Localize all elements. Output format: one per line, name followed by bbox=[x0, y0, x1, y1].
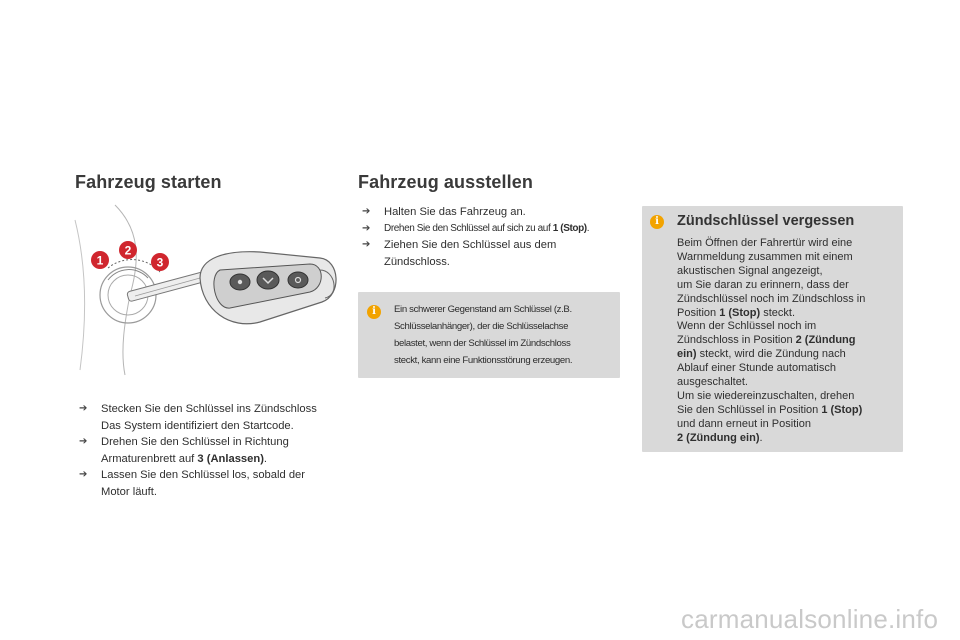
list-item: ➔ Drehen Sie den Schlüssel in Richtung Armaturenbrett auf 3 (Anlassen). bbox=[79, 436, 289, 465]
warning-line bbox=[677, 432, 899, 446]
warning-line-bold: 2 (Zündung ein) bbox=[677, 431, 760, 444]
warning-title: Zündschlüssel vergessen bbox=[677, 213, 855, 229]
warning-line bbox=[677, 362, 899, 376]
warning-line bbox=[677, 418, 899, 432]
ignition-key-illustration bbox=[70, 200, 360, 380]
warning-line-bold: ein) bbox=[677, 348, 697, 361]
warning-line bbox=[677, 237, 899, 251]
warning-line-text: Um sie wiedereinzuschalten, drehen bbox=[677, 389, 855, 402]
warning-line-text: Sie den Schlüssel in Position bbox=[677, 403, 822, 416]
warning-line bbox=[677, 390, 899, 404]
start-steps-list bbox=[79, 401, 359, 500]
warning-line-after: . bbox=[759, 431, 763, 444]
warning-line-text: Position bbox=[677, 306, 720, 319]
list-item: ➔ Lassen Sie den Schlüssel los, sobald der Motor läuft. bbox=[79, 469, 305, 498]
arrow-bullet-icon: ➔ bbox=[79, 436, 88, 447]
list-item: ➔ Drehen Sie den Schlüssel auf sich zu auf 1 (Stop). bbox=[362, 221, 642, 238]
warning-line-text: Ablauf einer Stunde automatisch bbox=[677, 362, 836, 375]
position-label-2: 2 bbox=[124, 243, 132, 258]
warning-line-text: Warnmeldung zusammen mit einem bbox=[677, 250, 853, 263]
note-box-heavy-key bbox=[358, 292, 620, 378]
list-item: ➔ Halten Sie das Fahrzeug an. bbox=[362, 204, 642, 221]
warning-line-after: steckt. bbox=[760, 306, 795, 319]
warning-line-text: ausgeschaltet. bbox=[677, 376, 748, 389]
warning-line-text: akustischen Signal angezeigt, bbox=[677, 264, 823, 277]
position-label-1: 1 bbox=[96, 253, 104, 268]
warning-line-text: Wenn der Schlüssel noch im bbox=[677, 320, 817, 333]
warning-line bbox=[677, 251, 899, 265]
arrow-bullet-icon: ➔ bbox=[79, 469, 88, 480]
warning-line-bold: 1 (Stop) bbox=[821, 403, 863, 416]
warning-line bbox=[677, 293, 899, 307]
info-icon: i bbox=[367, 305, 381, 319]
arrow-bullet-icon: ➔ bbox=[79, 403, 88, 414]
warning-body bbox=[677, 237, 899, 446]
list-item: ➔ Stecken Sie den Schlüssel ins Zündschloss Das System identifiziert den Startcode. bbox=[79, 403, 317, 432]
warning-line bbox=[677, 320, 899, 334]
position-marker-1 bbox=[91, 251, 109, 269]
warning-line-text: und dann erneut in Position bbox=[677, 417, 811, 430]
warning-line bbox=[677, 265, 899, 279]
arrow-bullet-icon: ➔ bbox=[362, 239, 371, 250]
arrow-bullet-icon: ➔ bbox=[362, 206, 371, 217]
section-title-stop: Fahrzeug ausstellen bbox=[358, 172, 533, 192]
warning-line-bold: 2 (Zündung bbox=[795, 334, 856, 347]
warning-line bbox=[677, 404, 899, 418]
position-label-3: 3 bbox=[156, 255, 164, 270]
warning-line bbox=[677, 307, 899, 321]
warning-line-text: Zündschlüssel noch im Zündschloss in bbox=[677, 292, 866, 305]
section-title-start: Fahrzeug starten bbox=[75, 172, 222, 192]
warning-line bbox=[677, 334, 899, 348]
position-marker-2 bbox=[119, 241, 137, 259]
warning-line bbox=[677, 279, 899, 293]
warning-line-text: um Sie daran zu erinnern, dass der bbox=[677, 278, 849, 291]
list-item: ➔ Ziehen Sie den Schlüssel aus dem Zündschloss. bbox=[362, 239, 557, 268]
note-text: Ein schwerer Gegenstand am Schlüssel (z.B. Schlüsselanhänger), der die Schlüsselachse belastet, wenn der Schlüssel im Zündschloss steckt, kann eine Funktionsstörung erzeugen. bbox=[394, 304, 573, 366]
warning-line bbox=[677, 348, 899, 362]
warning-line-after: steckt, wird die Zündung nach bbox=[696, 348, 846, 361]
watermark: carmanualsonline.info bbox=[681, 604, 939, 634]
warning-box-forgotten-key bbox=[642, 206, 903, 452]
position-marker-3 bbox=[151, 253, 169, 271]
stop-steps-list bbox=[362, 204, 642, 270]
arrow-bullet-icon: ➔ bbox=[362, 222, 370, 234]
warning-line-text: Zündschloss in Position bbox=[677, 334, 796, 347]
info-icon: i bbox=[650, 215, 664, 229]
warning-line bbox=[677, 376, 899, 390]
warning-line-bold: 1 (Stop) bbox=[719, 306, 761, 319]
warning-line-text: Beim Öffnen der Fahrertür wird eine bbox=[677, 237, 853, 249]
